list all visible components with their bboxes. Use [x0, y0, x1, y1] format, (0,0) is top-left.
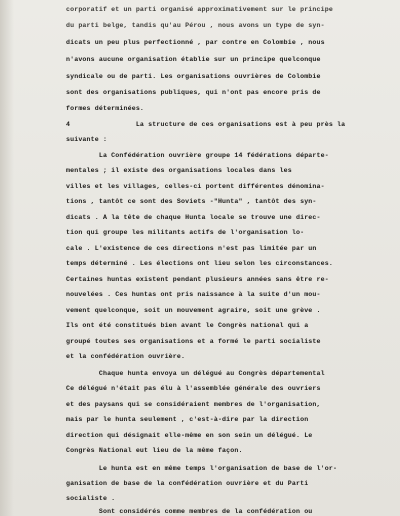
text-line: temps déterminé . Les élections ont lieu selon les circonstances. — [66, 260, 333, 267]
text-line: groupé toutes ses organisations et a formé le parti socialiste — [66, 338, 321, 345]
text-line: 4 La structure de ces organisations est à peu près la — [66, 121, 346, 128]
text-line: dicats un peu plus perfectionné , par contre en Colombie , nous — [66, 39, 325, 46]
text-line: et des paysans qui se considéraient membres de l'organisation, — [66, 401, 321, 408]
text-line: suivante : — [66, 136, 108, 143]
text-line: socialiste . — [66, 495, 116, 502]
text-line: cale . L'existence de ces directions n'est pas limitée par un — [66, 245, 317, 252]
text-line: formes déterminées. — [66, 105, 145, 112]
text-line: mais par le hunta seulement , c'est-à-dire par la direction — [66, 416, 309, 423]
text-line: du parti belge, tandis qu'au Pérou , nous avons un type de syn- — [66, 22, 325, 29]
text-line: Sont considérés comme membres de la confédération ou — [66, 508, 313, 515]
text-line: ganisation de base de la confédération ouvrière et du Parti — [66, 480, 309, 487]
text-line: tion qui groupe les militants actifs de l'organisation lo- — [66, 229, 305, 236]
text-line: corporatif et un parti organisé approximativement sur le principe — [66, 6, 333, 13]
text-line: nouvelées . Ces huntas ont pris naissance à la suite d'un mou- — [66, 291, 321, 298]
text-line: Le hunta est en même temps l'organisation de base de l'or- — [66, 465, 338, 472]
text-line: direction qui désignait elle-même en son sein un délégué. Le — [66, 432, 313, 439]
text-line: Certaines huntas existent pendant plusieurs années sans être re- — [66, 276, 329, 283]
text-line: n'avons aucune organisation établie sur un principe quelconque — [66, 56, 321, 63]
text-line: Ils ont été constitués bien avant le Congrès national qui a — [66, 322, 309, 329]
text-line: et la confédération ouvrière. — [66, 353, 186, 360]
scan-margin-shadow — [0, 0, 14, 516]
text-line: Ce délégué n'était pas élu à l'assemblée générale des ouvriers — [66, 385, 321, 392]
text-line: La Confédération ouvrière groupe 14 fédérations départe- — [66, 152, 329, 159]
text-line: vement quelconque, soit un mouvement agraire, soit une grève . — [66, 307, 321, 314]
text-line: Chaque hunta envoya un délégué au Congrès départemental — [66, 370, 325, 377]
text-line: mentales ; il existe des organisations locales dans les — [66, 167, 292, 174]
text-line: tions , tantôt ce sont des Soviets -"Hunta" , tantôt des syn- — [66, 198, 317, 205]
text-line: sont des organisations publiques, qui n'ont pas encore pris de — [66, 89, 321, 96]
text-line: dicats . A la tête de chaque Hunta locale se trouve une direc- — [66, 214, 321, 221]
text-line: villes et les villages, celles-ci portent différentes dénomina- — [66, 183, 325, 190]
text-line: Congrès National eut lieu de la même façon. — [66, 447, 243, 454]
text-line: syndicale ou de parti. Les organisations ouvrières de Colombie — [66, 73, 321, 80]
